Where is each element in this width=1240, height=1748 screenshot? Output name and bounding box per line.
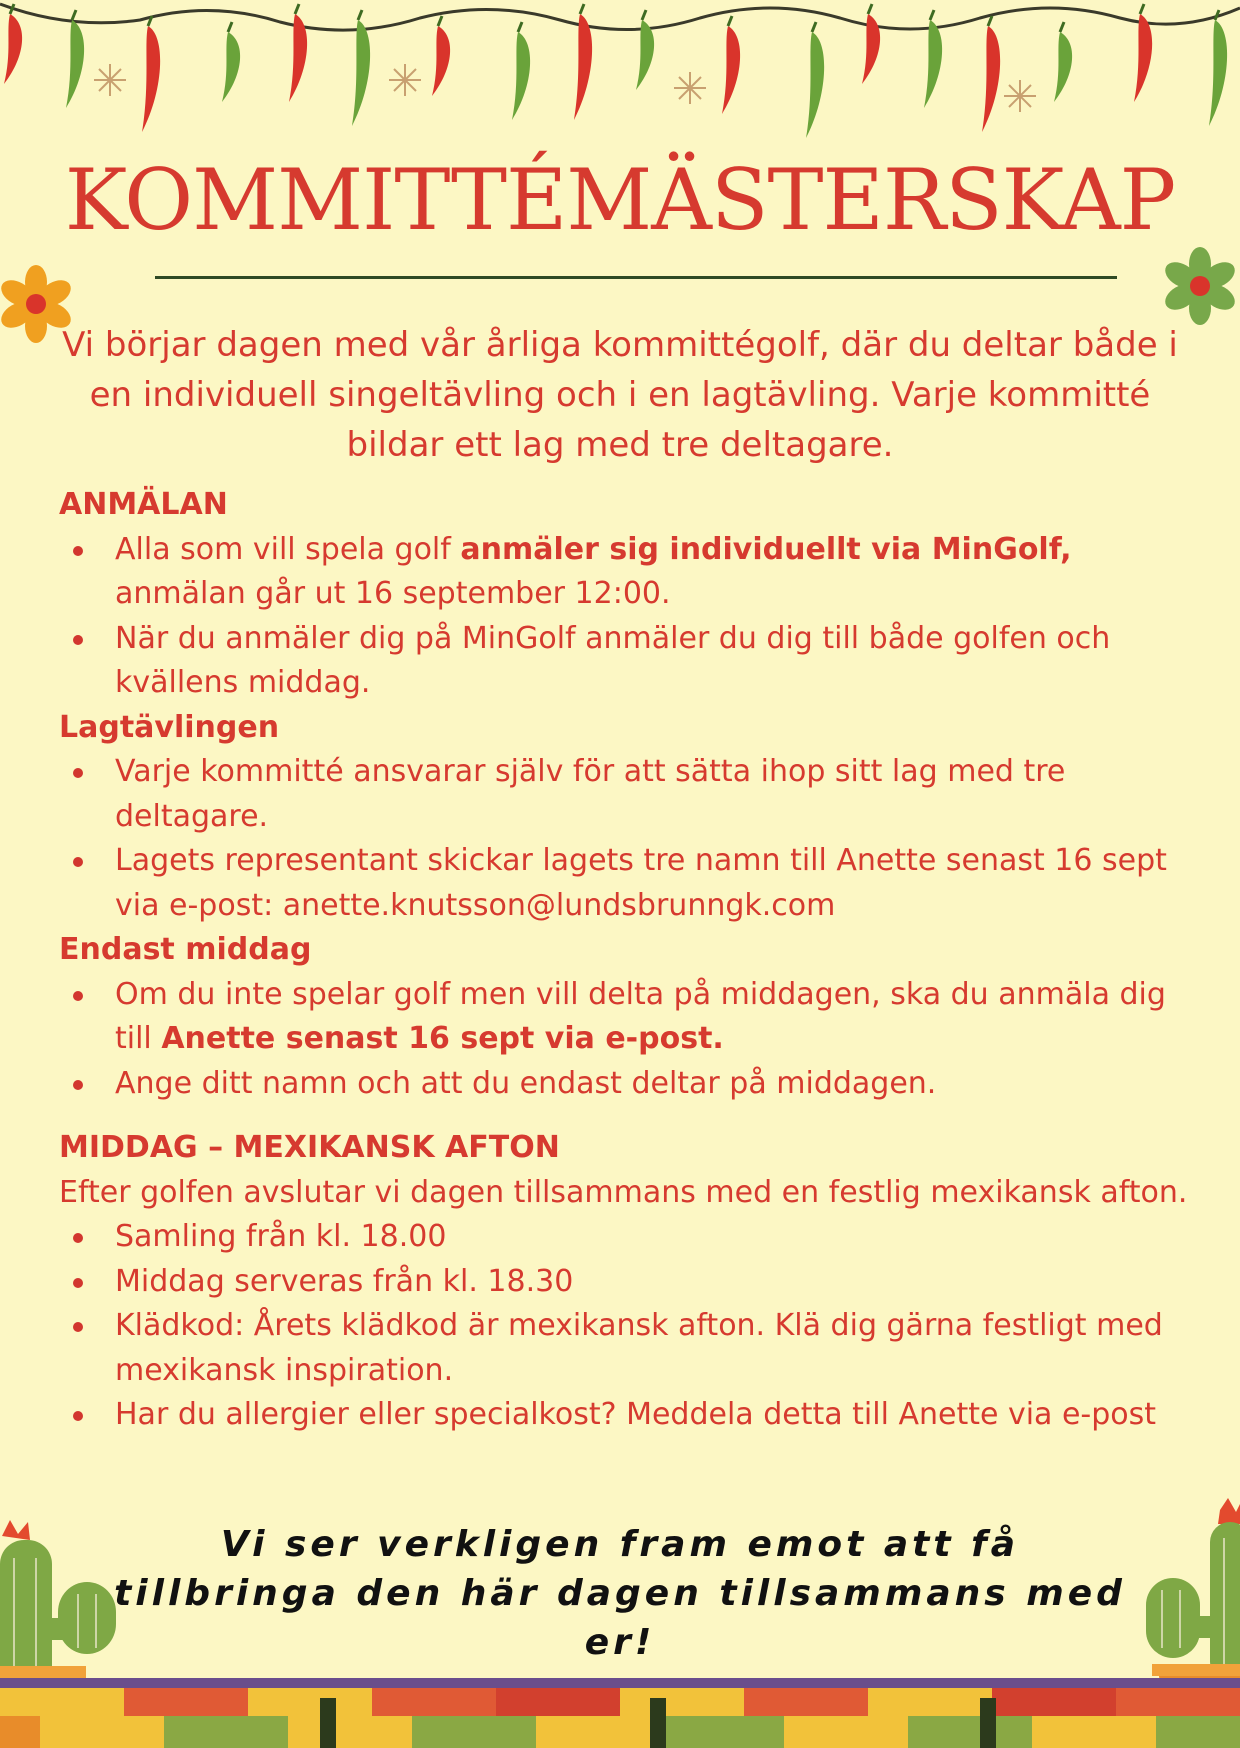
blanket-stripe [650, 1698, 666, 1748]
list-item: Om du inte spelar golf men vill delta på middagen, ska du anmäla dig till Anette senast 16 sept via e-post. [59, 973, 1209, 1062]
blanket-stripe [784, 1716, 908, 1748]
blanket-stripe [744, 1688, 868, 1716]
blanket-stripe [620, 1688, 744, 1716]
chili-stem-icon [1140, 4, 1144, 14]
chili-stem-icon [1215, 10, 1219, 20]
chili-stem-icon [438, 16, 442, 26]
bullet-icon [73, 1278, 83, 1288]
list-item: Alla som vill spela golf anmäler sig individuellt via MinGolf, anmälan går ut 16 september 12:00. [59, 528, 1209, 617]
chili-garland-icon [0, 0, 1240, 170]
chili-icon [1134, 14, 1152, 102]
sparkle-icon [389, 64, 421, 96]
striped-blanket-icon [0, 1678, 1240, 1748]
bullet-icon [73, 991, 83, 1001]
blanket-stripe [536, 1716, 660, 1748]
blanket-stripe [124, 1688, 248, 1716]
list-item: Klädkod: Årets klädkod är mexikansk afton. Klä dig gärna festligt med mexikansk inspiration. [59, 1304, 1209, 1393]
list-item: Varje kommitté ansvarar själv för att sätta ihop sitt lag med tre deltagare. [59, 750, 1209, 839]
chili-stem-icon [295, 4, 299, 14]
bullet-icon [73, 1080, 83, 1090]
sparkle-icon [94, 64, 126, 96]
chili-stem-icon [10, 4, 14, 14]
blanket-stripe [868, 1688, 992, 1716]
list-item: När du anmäler dig på MinGolf anmäler du dig till både golfen och kvällens middag. [59, 617, 1209, 706]
section-heading-lagtavlingen: Lagtävlingen [59, 709, 280, 745]
chili-icon [1054, 32, 1072, 102]
chili-stem-icon [812, 22, 816, 32]
sparkle-icon [674, 72, 706, 104]
list-item: Har du allergier eller specialkost? Meddela detta till Anette via e-post [59, 1393, 1209, 1438]
bullet-icon [73, 1322, 83, 1332]
blanket-stripe [980, 1698, 996, 1748]
section-heading-anmalan: ANMÄLAN [59, 487, 228, 522]
green-flower-icon [1158, 242, 1240, 328]
blanket-stripe [908, 1716, 1032, 1748]
list-item: Middag serveras från kl. 18.30 [59, 1260, 1209, 1305]
chili-stem-icon [868, 4, 872, 14]
blanket-stripe [288, 1716, 412, 1748]
endast-middag-list [59, 973, 1209, 1107]
chili-icon [574, 14, 592, 120]
section-heading-endast-middag: Endast middag [59, 932, 312, 967]
chili-icon [512, 32, 530, 120]
list-item: Ange ditt namn och att du endast deltar på middagen. [59, 1062, 1209, 1107]
blanket-stripe [1116, 1688, 1240, 1716]
chili-icon [222, 32, 240, 102]
middag-text: Efter golfen avslutar vi dagen tillsammans med en festlig mexikansk afton. [59, 1174, 1188, 1210]
blanket-stripe [660, 1716, 784, 1748]
lagtavlingen-list [59, 750, 1209, 928]
chili-icon [142, 26, 160, 132]
blanket-stripe [1156, 1716, 1240, 1748]
chili-icon [352, 20, 370, 126]
list-item: Lagets representant skickar lagets tre namn till Anette senast 16 sept via e-post: anette.knutsson@lundsbrunngk.com [59, 839, 1209, 928]
intro-text: Vi börjar dagen med vår årliga kommittégolf, där du deltar både i en individuell singeltävling och i en lagtävling. Varje kommitté bildar ett lag med tre deltagare. [62, 325, 1178, 465]
chili-icon [722, 26, 740, 114]
blanket-stripe [248, 1688, 372, 1716]
middag-list [59, 1215, 1209, 1438]
chili-icon [289, 14, 307, 102]
chili-icon [924, 20, 942, 108]
chili-icon [4, 14, 22, 84]
chili-stem-icon [1060, 22, 1064, 32]
chili-stem-icon [518, 22, 522, 32]
sparkle-icon [1004, 80, 1036, 112]
bullet-icon [73, 1411, 83, 1421]
bullet-icon [73, 546, 83, 556]
blanket-stripe [0, 1688, 124, 1716]
chili-icon [982, 26, 1000, 132]
blanket-stripe [496, 1688, 620, 1716]
anmalan-list [59, 528, 1209, 706]
blanket-stripe [164, 1716, 288, 1748]
blanket-stripe [412, 1716, 536, 1748]
content-body [59, 483, 1209, 1438]
chili-stem-icon [358, 10, 362, 20]
bullet-icon [73, 1233, 83, 1243]
chili-stem-icon [642, 10, 646, 20]
chili-stem-icon [728, 16, 732, 26]
chili-icon [432, 26, 450, 96]
list-item: Samling från kl. 18.00 [59, 1215, 1209, 1260]
chili-stem-icon [930, 10, 934, 20]
blanket-stripe [40, 1716, 164, 1748]
blanket-stripe [1032, 1716, 1156, 1748]
bullet-icon [73, 635, 83, 645]
chili-stem-icon [72, 10, 76, 20]
bullet-icon [73, 768, 83, 778]
title-divider [155, 276, 1117, 279]
page-title: KOMMITTÉMÄSTERSKAP [64, 151, 1176, 249]
chili-stem-icon [580, 4, 584, 14]
blanket-stripe [372, 1688, 496, 1716]
bullet-icon [73, 857, 83, 867]
blanket-stripe [992, 1688, 1116, 1716]
blanket-stripe [320, 1698, 336, 1748]
chili-icon [66, 20, 84, 108]
closing-message: Vi ser verkligen fram emot att få tillbringa den här dagen tillsammans med er! [114, 1524, 1126, 1663]
chili-stem-icon [228, 22, 232, 32]
chili-icon [1209, 20, 1227, 126]
chili-icon [806, 32, 824, 138]
section-heading-middag: MIDDAG – MEXIKANSK AFTON [59, 1130, 560, 1165]
chili-stem-icon [988, 16, 992, 26]
